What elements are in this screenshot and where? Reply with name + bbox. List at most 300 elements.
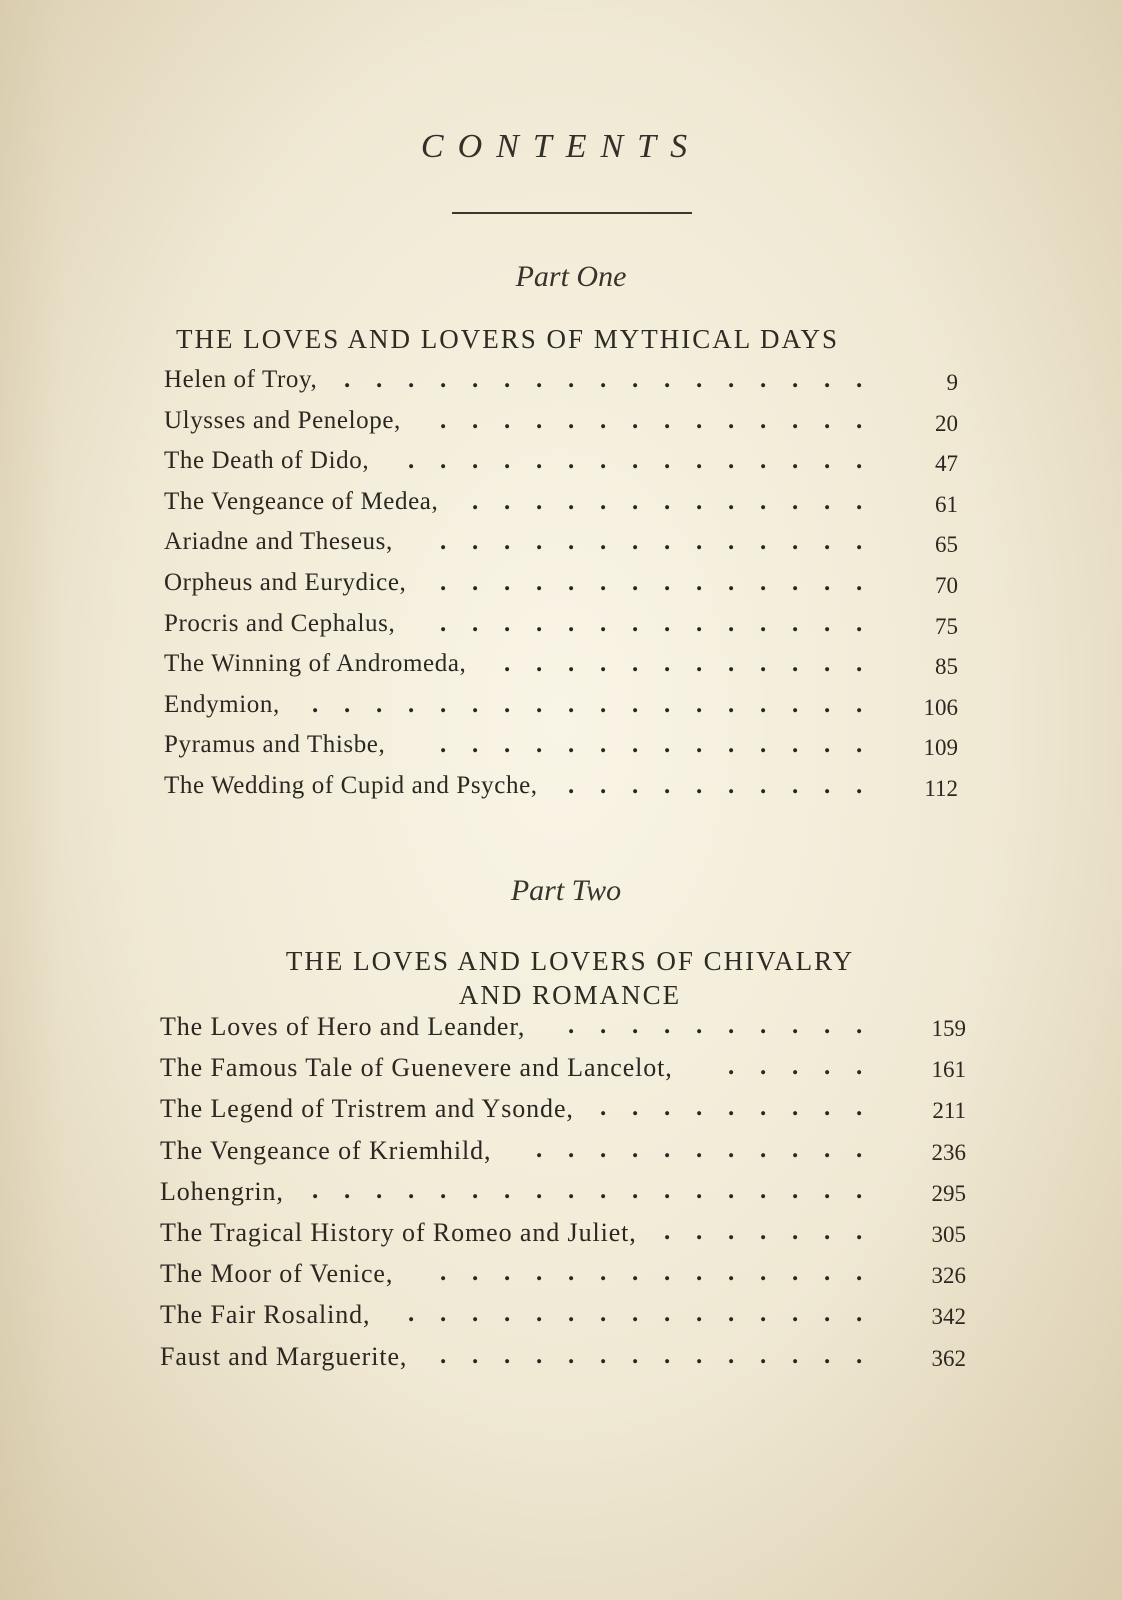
leader-dot: . xyxy=(728,690,735,718)
leader-dot: . xyxy=(760,366,767,393)
toc-entry-title: Ariadne and Theseus, xyxy=(164,528,393,556)
leader-dot: . xyxy=(760,609,767,637)
leader-dot: . xyxy=(728,406,735,434)
leader-dot: . xyxy=(440,1259,447,1287)
leader-dot: . xyxy=(408,690,415,718)
leader-dot: . xyxy=(632,366,639,393)
leader-dot: . xyxy=(408,447,415,475)
leader-dot: . xyxy=(792,1094,799,1122)
leader-dot: . xyxy=(600,1176,607,1204)
leader-dot: . xyxy=(440,528,447,556)
leader-dot: . xyxy=(728,528,735,556)
leader-dot: . xyxy=(824,690,831,718)
leader-dot: . xyxy=(664,690,671,718)
leader-dot: . xyxy=(472,609,479,637)
leader-dot: . xyxy=(472,487,479,515)
leader-dot: . xyxy=(632,487,639,515)
leader-dot: . xyxy=(568,1259,575,1287)
leader-dot: . xyxy=(472,528,479,556)
leader-dot: . xyxy=(504,1300,511,1328)
leader-dot: . xyxy=(824,447,831,475)
leader-dot: . xyxy=(600,1012,607,1039)
leader-dot: . xyxy=(760,406,767,434)
leader-dot: . xyxy=(664,1135,671,1163)
leader-dot: . xyxy=(440,569,447,596)
leader-dot: . xyxy=(696,528,703,556)
leader-dot: . xyxy=(792,650,799,678)
leader-dot: . xyxy=(728,609,735,637)
leader-dot: . xyxy=(440,1300,447,1328)
leader-dot: . xyxy=(536,690,543,718)
leader-dot: . xyxy=(408,366,415,393)
leader-dot: . xyxy=(536,406,543,434)
leader-dot: . xyxy=(376,1176,383,1204)
toc-entry-title: Pyramus and Thisbe, xyxy=(164,731,386,759)
leader-dot: . xyxy=(632,1259,639,1287)
toc-entry xyxy=(160,1136,970,1176)
leader-dot: . xyxy=(696,447,703,475)
leader-dot: . xyxy=(824,406,831,434)
leader-dot: . xyxy=(760,731,767,759)
leader-dot: . xyxy=(536,1176,543,1204)
leader-dot: . xyxy=(728,569,735,596)
part-two-section-title-line1: THE LOVES AND LOVERS OF CHIVALRY xyxy=(285,946,855,976)
leader-dot: . xyxy=(568,650,575,678)
leader-dot: . xyxy=(824,1135,831,1163)
part-one-section-title: THE LOVES AND LOVERS OF MYTHICAL DAYS xyxy=(176,324,840,354)
leader-dot: . xyxy=(504,366,511,393)
leader-dot: . xyxy=(600,1135,607,1163)
leader-dot: . xyxy=(760,690,767,718)
toc-entry-title: The Famous Tale of Guenevere and Lancelot, xyxy=(160,1053,673,1083)
leader-dot: . xyxy=(760,772,767,799)
leader-dot: . xyxy=(760,1300,767,1328)
leader-dot: . xyxy=(728,1053,735,1081)
leader-dot: . xyxy=(792,487,799,515)
leader-dot: . xyxy=(472,366,479,393)
leader-dot: . xyxy=(632,406,639,434)
leader-dot: . xyxy=(856,1053,863,1081)
leader-dot: . xyxy=(856,650,863,678)
leader-dot: . xyxy=(792,1053,799,1081)
leader-dot: . xyxy=(728,650,735,678)
leader-dot: . xyxy=(856,690,863,718)
toc-entry-title: The Vengeance of Medea, xyxy=(164,487,439,515)
leader-dot: . xyxy=(504,609,511,637)
leader-dot: . xyxy=(504,569,511,596)
leader-dot: . xyxy=(440,1176,447,1204)
leader-dot: . xyxy=(664,487,671,515)
leader-dot: . xyxy=(760,1012,767,1039)
leader-dot: . xyxy=(600,569,607,596)
leader-dot: . xyxy=(408,1300,415,1328)
toc-entry-page-number: 20 xyxy=(935,410,958,436)
leader-dot: . xyxy=(856,406,863,434)
leader-dot: . xyxy=(824,366,831,393)
leader-dot: . xyxy=(792,1135,799,1163)
leader-dot: . xyxy=(856,528,863,556)
toc-entry-page-number: 47 xyxy=(935,451,958,477)
leader-dot: . xyxy=(568,1341,575,1369)
leader-dot: . xyxy=(344,1176,351,1204)
leader-dot: . xyxy=(664,1218,671,1245)
toc-entry-title: The Tragical History of Romeo and Juliet, xyxy=(160,1218,637,1247)
leader-dot: . xyxy=(728,772,735,799)
toc-entry-title: Procris and Cephalus, xyxy=(164,609,396,637)
leader-dot: . xyxy=(856,1218,863,1245)
leader-dot: . xyxy=(536,1300,543,1328)
part-one-heading: Part One xyxy=(515,260,627,293)
leader-dot: . xyxy=(728,1300,735,1328)
leader-dot: . xyxy=(664,447,671,475)
leader-dot: . xyxy=(568,406,575,434)
toc-entry xyxy=(160,1218,970,1258)
leader-dot: . xyxy=(536,447,543,475)
leader-dot: . xyxy=(760,569,767,596)
leader-dot: . xyxy=(696,1218,703,1245)
leader-dot: . xyxy=(376,366,383,393)
leader-dot: . xyxy=(440,690,447,718)
leader-dot: . xyxy=(504,650,511,678)
leader-dot: . xyxy=(696,366,703,393)
leader-dot: . xyxy=(600,1259,607,1287)
contents-title: CONTENTS xyxy=(420,128,702,165)
leader-dot: . xyxy=(856,609,863,637)
leader-dot: . xyxy=(728,366,735,393)
leader-dot: . xyxy=(344,690,351,718)
leader-dot: . xyxy=(312,1176,319,1204)
leader-dot: . xyxy=(568,772,575,799)
leader-dot: . xyxy=(472,1259,479,1287)
toc-entry-title: The Legend of Tristrem and Ysonde, xyxy=(160,1094,574,1124)
leader-dot: . xyxy=(472,447,479,475)
leader-dot: . xyxy=(696,1135,703,1163)
leader-dot: . xyxy=(600,772,607,799)
leader-dot: . xyxy=(536,731,543,759)
toc-entry-title: Ulysses and Penelope, xyxy=(164,406,401,434)
leader-dot: . xyxy=(536,569,543,596)
leader-dot: . xyxy=(408,1176,415,1204)
toc-entry-page-number: 295 xyxy=(931,1180,966,1206)
leader-dot: . xyxy=(472,1300,479,1328)
toc-entry-title: The Vengeance of Kriemhild, xyxy=(160,1135,492,1165)
leader-dot: . xyxy=(472,569,479,596)
leader-dot: . xyxy=(824,487,831,515)
leader-dot: . xyxy=(600,731,607,759)
leader-dot: . xyxy=(568,366,575,393)
leader-dot: . xyxy=(696,1094,703,1122)
leader-dot: . xyxy=(696,406,703,434)
leader-dot: . xyxy=(664,650,671,678)
leader-dot: . xyxy=(568,1012,575,1039)
leader-dot: . xyxy=(536,1341,543,1369)
leader-dot: . xyxy=(440,447,447,475)
toc-entry-title: Orpheus and Eurydice, xyxy=(164,569,407,596)
leader-dot: . xyxy=(664,569,671,596)
toc-entry xyxy=(160,1259,970,1299)
leader-dot: . xyxy=(696,609,703,637)
leader-dot: . xyxy=(856,1094,863,1122)
leader-dot: . xyxy=(824,1176,831,1204)
leader-dot: . xyxy=(600,528,607,556)
leader-dot: . xyxy=(824,1053,831,1081)
leader-dot: . xyxy=(792,731,799,759)
leader-dot: . xyxy=(760,1259,767,1287)
leader-dot: . xyxy=(664,1094,671,1122)
leader-dot: . xyxy=(472,1176,479,1204)
leader-dot: . xyxy=(760,447,767,475)
leader-dot: . xyxy=(856,1012,863,1039)
leader-dot: . xyxy=(792,406,799,434)
leader-dot: . xyxy=(632,772,639,799)
toc-entry-title: Endymion, xyxy=(164,690,280,718)
leader-dot: . xyxy=(856,487,863,515)
leader-dot: . xyxy=(792,366,799,393)
leader-dot: . xyxy=(792,772,799,799)
toc-entry-title: The Death of Dido, xyxy=(164,447,370,475)
toc-entry-page-number: 112 xyxy=(924,776,958,801)
leader-dot: . xyxy=(760,1218,767,1245)
leader-dot: . xyxy=(504,1259,511,1287)
leader-dot: . xyxy=(536,528,543,556)
leader-dot: . xyxy=(568,569,575,596)
leader-dot: . xyxy=(536,487,543,515)
toc-entry-page-number: 65 xyxy=(935,532,958,558)
toc-entry-title: Helen of Troy, xyxy=(164,366,318,393)
leader-dot: . xyxy=(728,1218,735,1245)
leader-dot: . xyxy=(824,609,831,637)
leader-dot: . xyxy=(760,528,767,556)
leader-dot: . xyxy=(728,1094,735,1122)
leader-dot: . xyxy=(664,1176,671,1204)
leader-dot: . xyxy=(792,1012,799,1039)
leader-dot: . xyxy=(856,366,863,393)
toc-entry xyxy=(160,1094,970,1134)
toc-entry-page-number: 61 xyxy=(935,491,958,517)
leader-dot: . xyxy=(440,731,447,759)
toc-entry xyxy=(160,1342,970,1382)
leader-dot: . xyxy=(664,366,671,393)
toc-entry-title: The Fair Rosalind, xyxy=(160,1300,371,1330)
leader-dot: . xyxy=(344,366,351,393)
leader-dot: . xyxy=(632,609,639,637)
leader-dot: . xyxy=(504,1341,511,1369)
leader-dot: . xyxy=(792,1218,799,1245)
leader-dot: . xyxy=(856,1135,863,1163)
leader-dot: . xyxy=(440,1341,447,1369)
part-two-section-title-line2: AND ROMANCE xyxy=(458,980,682,1010)
leader-dot: . xyxy=(792,1259,799,1287)
leader-dot: . xyxy=(824,650,831,678)
leader-dot: . xyxy=(504,1176,511,1204)
leader-dot: . xyxy=(696,1341,703,1369)
leader-dot: . xyxy=(568,447,575,475)
leader-dot: . xyxy=(568,731,575,759)
leader-dot: . xyxy=(504,406,511,434)
leader-dot: . xyxy=(600,609,607,637)
leader-dot: . xyxy=(856,1176,863,1204)
leader-dot: . xyxy=(824,1259,831,1287)
toc-entry-page-number: 106 xyxy=(923,694,958,720)
leader-dot: . xyxy=(856,1341,863,1369)
leader-dot: . xyxy=(856,447,863,475)
toc-entry-title: The Loves of Hero and Leander, xyxy=(160,1012,526,1041)
leader-dot: . xyxy=(792,1176,799,1204)
toc-entry-title: The Winning of Andromeda, xyxy=(164,650,467,678)
leader-dot: . xyxy=(376,690,383,718)
leader-dot: . xyxy=(632,528,639,556)
toc-entry-page-number: 326 xyxy=(931,1263,966,1289)
leader-dot: . xyxy=(760,1053,767,1081)
leader-dot: . xyxy=(664,1012,671,1039)
leader-dot: . xyxy=(728,1259,735,1287)
leader-dot: . xyxy=(504,731,511,759)
leader-dot: . xyxy=(664,772,671,799)
leader-dot: . xyxy=(696,487,703,515)
leader-dot: . xyxy=(696,731,703,759)
leader-dot: . xyxy=(728,1176,735,1204)
leader-dot: . xyxy=(824,569,831,596)
leader-dot: . xyxy=(632,1135,639,1163)
leader-dot: . xyxy=(728,1341,735,1369)
leader-dot: . xyxy=(600,447,607,475)
leader-dot: . xyxy=(856,731,863,759)
leader-dot: . xyxy=(728,1012,735,1039)
toc-entry-page-number: 362 xyxy=(931,1345,966,1371)
leader-dot: . xyxy=(696,1259,703,1287)
leader-dot: . xyxy=(536,609,543,637)
leader-dot: . xyxy=(792,1341,799,1369)
leader-dot: . xyxy=(696,690,703,718)
leader-dot: . xyxy=(696,569,703,596)
leader-dot: . xyxy=(664,1341,671,1369)
leader-dot: . xyxy=(792,609,799,637)
leader-dot: . xyxy=(792,447,799,475)
leader-dot: . xyxy=(504,487,511,515)
leader-dot: . xyxy=(568,609,575,637)
leader-dot: . xyxy=(568,487,575,515)
leader-dot: . xyxy=(632,1300,639,1328)
toc-entry xyxy=(160,1012,970,1052)
leader-dot: . xyxy=(600,1341,607,1369)
leader-dot: . xyxy=(696,650,703,678)
leader-dot: . xyxy=(504,447,511,475)
leader-dot: . xyxy=(472,1341,479,1369)
leader-dot: . xyxy=(536,650,543,678)
leader-dot: . xyxy=(472,690,479,718)
leader-dot: . xyxy=(664,1300,671,1328)
leader-dot: . xyxy=(696,1300,703,1328)
leader-dot: . xyxy=(728,487,735,515)
leader-dot: . xyxy=(600,366,607,393)
toc-entry-title: The Moor of Venice, xyxy=(160,1259,394,1289)
toc-entry-page-number: 75 xyxy=(935,613,958,639)
leader-dot: . xyxy=(760,1176,767,1204)
leader-dot: . xyxy=(824,528,831,556)
leader-dot: . xyxy=(600,1300,607,1328)
leader-dot: . xyxy=(536,366,543,393)
leader-dot: . xyxy=(792,569,799,596)
leader-dot: . xyxy=(600,1094,607,1122)
leader-dot: . xyxy=(664,1259,671,1287)
leader-dot: . xyxy=(440,366,447,393)
toc-entry-page-number: 9 xyxy=(946,370,958,395)
leader-dot: . xyxy=(856,1259,863,1287)
leader-dot: . xyxy=(824,1218,831,1245)
toc-entry-page-number: 305 xyxy=(931,1222,966,1247)
leader-dot: . xyxy=(856,1300,863,1328)
leader-dot: . xyxy=(824,772,831,799)
leader-dot: . xyxy=(568,690,575,718)
leader-dot: . xyxy=(472,406,479,434)
leader-dot: . xyxy=(632,569,639,596)
leader-dot: . xyxy=(792,690,799,718)
leader-dot: . xyxy=(568,1300,575,1328)
toc-entry-page-number: 85 xyxy=(935,654,958,680)
toc-entry xyxy=(160,1053,970,1093)
toc-entry-page-number: 70 xyxy=(935,573,958,598)
leader-dot: . xyxy=(856,569,863,596)
leader-dot: . xyxy=(696,1012,703,1039)
leader-dot: . xyxy=(504,528,511,556)
leader-dot: . xyxy=(824,731,831,759)
leader-dot: . xyxy=(696,1176,703,1204)
leader-dot: . xyxy=(600,406,607,434)
leader-dot: . xyxy=(568,528,575,556)
leader-dot: . xyxy=(728,447,735,475)
toc-entry-page-number: 109 xyxy=(923,735,958,761)
leader-dot: . xyxy=(632,447,639,475)
leader-dot: . xyxy=(728,731,735,759)
leader-dot: . xyxy=(664,731,671,759)
leader-dot: . xyxy=(440,609,447,637)
part-two-heading: Part Two xyxy=(510,874,622,907)
leader-dot: . xyxy=(632,650,639,678)
leader-dot: . xyxy=(536,1259,543,1287)
toc-entry-page-number: 211 xyxy=(932,1098,966,1124)
leader-dot: . xyxy=(568,1135,575,1163)
leader-dot: . xyxy=(632,731,639,759)
leader-dot: . xyxy=(632,690,639,718)
leader-dot: . xyxy=(472,731,479,759)
leader-dot: . xyxy=(792,1300,799,1328)
toc-entry-page-number: 161 xyxy=(931,1057,966,1083)
leader-dot: . xyxy=(568,1176,575,1204)
leader-dot: . xyxy=(760,650,767,678)
leader-dot: . xyxy=(312,690,319,718)
leader-dot: . xyxy=(664,406,671,434)
leader-dot: . xyxy=(600,650,607,678)
toc-entry xyxy=(160,1177,970,1217)
leader-dot: . xyxy=(760,487,767,515)
leader-dot: . xyxy=(632,1176,639,1204)
leader-dot: . xyxy=(824,1094,831,1122)
leader-dot: . xyxy=(632,1012,639,1039)
leader-dot: . xyxy=(440,406,447,434)
toc-entry-page-number: 236 xyxy=(931,1139,966,1165)
leader-dot: . xyxy=(664,609,671,637)
leader-dot: . xyxy=(664,528,671,556)
leader-dot: . xyxy=(760,1094,767,1122)
leader-dot: . xyxy=(824,1300,831,1328)
leader-dot: . xyxy=(600,690,607,718)
toc-entry-title: The Wedding of Cupid and Psyche, xyxy=(164,772,538,799)
leader-dot: . xyxy=(728,1135,735,1163)
leader-dot: . xyxy=(824,1341,831,1369)
toc-entry-page-number: 159 xyxy=(931,1016,966,1041)
toc-entry-title: Lohengrin, xyxy=(160,1176,284,1206)
leader-dot: . xyxy=(696,772,703,799)
